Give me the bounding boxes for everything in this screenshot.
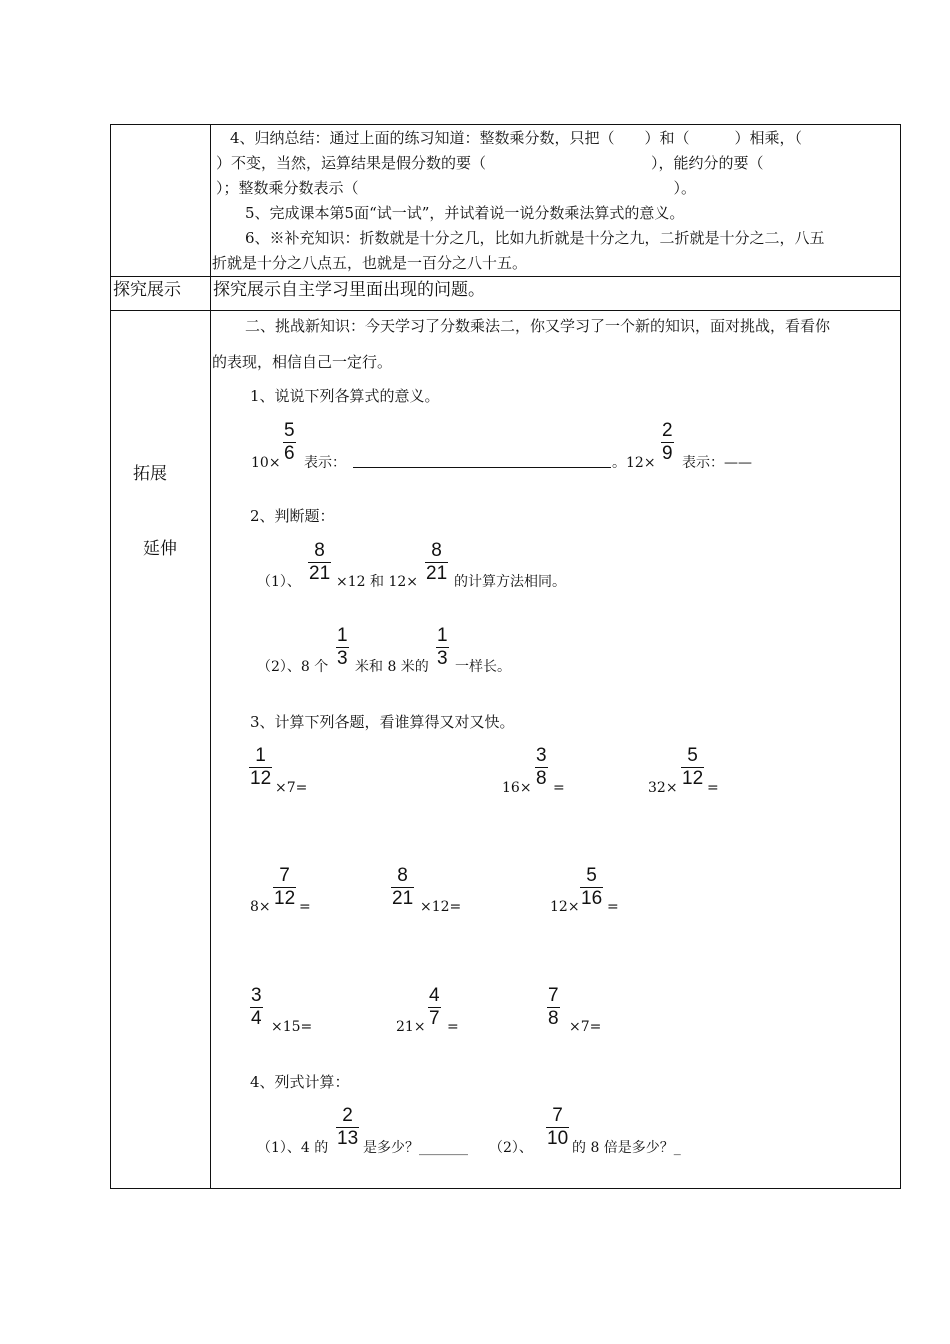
fraction-numerator: 2 [662,420,673,441]
q3-item-8-post: = [447,1019,459,1035]
fraction-denominator: 8 [548,1008,559,1029]
table-border-left [110,124,111,1189]
fraction-numerator: 1 [337,625,348,646]
q4-p2-fraction [546,1105,569,1150]
table-border-top [110,124,901,125]
q3-item-2-post: = [553,780,565,796]
q3-item-1-post: ×7= [275,780,308,796]
q4-p2-suffix: 的 8 倍是多少？_ [572,1140,681,1156]
q2-title: 2、判断题： [250,507,335,525]
fraction-denominator: 21 [426,563,448,584]
fraction-denominator: 12 [682,768,704,789]
q2-p2-middle: 米和 8 米的 [355,659,429,675]
q3-item-3-post: = [707,780,719,796]
q2-p1-fraction-2 [425,540,448,585]
supplement-line-2: 折就是十分之八点五，也就是一百分之八十五。 [212,254,528,272]
fraction-denominator: 7 [429,1008,440,1029]
q1-a-answer-blank[interactable] [353,467,611,468]
q1-a-suffix: 表示： [304,455,346,471]
q3-item-8-fraction [428,985,441,1030]
summary-line-2: ）不变，当然，运算结果是假分数的要（ ），能约分的要（ [216,154,764,172]
fraction-numerator: 3 [536,745,547,766]
q1-a-prefix: 10× [251,455,281,471]
q3-item-4-post: = [299,899,311,915]
q3-item-3-fraction [681,745,704,790]
fraction-denominator: 6 [284,443,295,464]
q3-item-2-fraction [535,745,548,790]
q3-item-6-post: = [607,899,619,915]
explore-content: 探究展示自主学习里面出现的问题。 [213,280,485,300]
q3-item-6-fraction [580,865,603,910]
challenge-intro-1: 二、挑战新知识：今天学习了分数乘法二，你又学习了一个新的知识，面对挑战，看看你 [245,317,831,335]
fraction-numerator: 8 [308,540,331,563]
supplement-line-1: 6、※补充知识：折数就是十分之几，比如九折就是十分之九，二折就是十分之二，八五 [245,229,825,247]
fraction-numerator: 7 [546,1105,569,1128]
q3-item-7-fraction [250,985,263,1030]
q2-p2-fraction-2 [436,625,449,670]
fraction-numerator: 4 [429,985,440,1006]
task-5-line: 5、完成课本第5面“试一试”，并试着说一说分数乘法算式的意义。 [245,204,685,222]
q3-item-4-pre: 8× [250,899,271,915]
fraction-denominator: 12 [250,768,272,789]
q2-p1-middle: ×12 和 12× [336,574,418,590]
fraction-denominator: 3 [437,648,448,669]
fraction-numerator: 5 [681,745,704,768]
q1-a-fraction [283,420,296,465]
fraction-denominator: 12 [274,888,296,909]
table-border-row2 [110,310,901,311]
extend-label-2: 延伸 [143,539,177,559]
q4-p1-prefix: （1）、4 的 [257,1140,329,1156]
fraction-denominator: 3 [337,648,348,669]
q2-p2-suffix: 一样长。 [455,659,511,675]
fraction-numerator: 7 [273,865,296,888]
q4-p2-prefix: （2）、 [489,1140,533,1156]
q3-item-6-pre: 12× [550,899,580,915]
q3-item-2-pre: 16× [502,780,532,796]
fraction-numerator: 8 [391,865,414,888]
fraction-denominator: 10 [547,1128,569,1149]
q3-item-5-post: ×12= [420,899,462,915]
q2-p2-prefix: （2）、8 个 [257,659,329,675]
fraction-denominator: 9 [662,443,673,464]
fraction-numerator: 3 [251,985,262,1006]
q2-p2-fraction-1 [336,625,349,670]
fraction-denominator: 13 [337,1128,359,1149]
fraction-numerator: 8 [425,540,448,563]
fraction-numerator: 5 [580,865,603,888]
fraction-numerator: 5 [284,420,295,441]
table-border-bottom [110,1188,901,1189]
q3-item-9-fraction [547,985,560,1030]
q1-title: 1、说说下列各算式的意义。 [250,387,440,405]
fraction-denominator: 8 [536,768,547,789]
q4-title: 4、列式计算： [250,1073,350,1091]
fraction-denominator: 16 [581,888,603,909]
q3-item-5-fraction [391,865,414,910]
fraction-denominator: 21 [392,888,414,909]
q3-item-8-pre: 21× [396,1019,426,1035]
q4-p1-suffix: 是多少？_______ [363,1140,468,1156]
q3-item-4-fraction [273,865,296,910]
explore-label: 探究展示 [113,280,181,300]
fraction-numerator: 1 [437,625,448,646]
q4-p1-fraction [336,1105,359,1150]
table-border-right [900,124,901,1189]
q1-a-end: 。12× [612,455,656,471]
fraction-numerator: 2 [336,1105,359,1128]
q3-item-7-post: ×15= [271,1019,313,1035]
q3-item-3-pre: 32× [648,780,678,796]
q1-b-fraction [661,420,674,465]
q3-item-9-post: ×7= [569,1019,602,1035]
fraction-numerator: 1 [249,745,272,768]
q3-title: 3、计算下列各题，看谁算得又对又快。 [250,713,515,731]
q1-b-suffix: 表示：—— [682,455,752,471]
fraction-denominator: 21 [309,563,331,584]
summary-line-1: 4、归纳总结：通过上面的练习知道：整数乘分数，只把（ ）和（ ）相乘，（ [230,129,803,147]
table-border-row1 [110,276,901,277]
fraction-numerator: 7 [548,985,559,1006]
summary-line-3: ）；整数乘分数表示（ ）。 [216,179,697,197]
q2-p1-suffix: 的计算方法相同。 [454,574,566,590]
q2-p1-prefix: （1）、 [257,574,301,590]
fraction-denominator: 4 [251,1008,262,1029]
table-border-divider [210,124,211,1189]
q2-p1-fraction-1 [308,540,331,585]
extend-label-1: 拓展 [133,464,167,484]
q3-item-1-fraction [249,745,272,790]
challenge-intro-2: 的表现，相信自己一定行。 [212,353,393,371]
